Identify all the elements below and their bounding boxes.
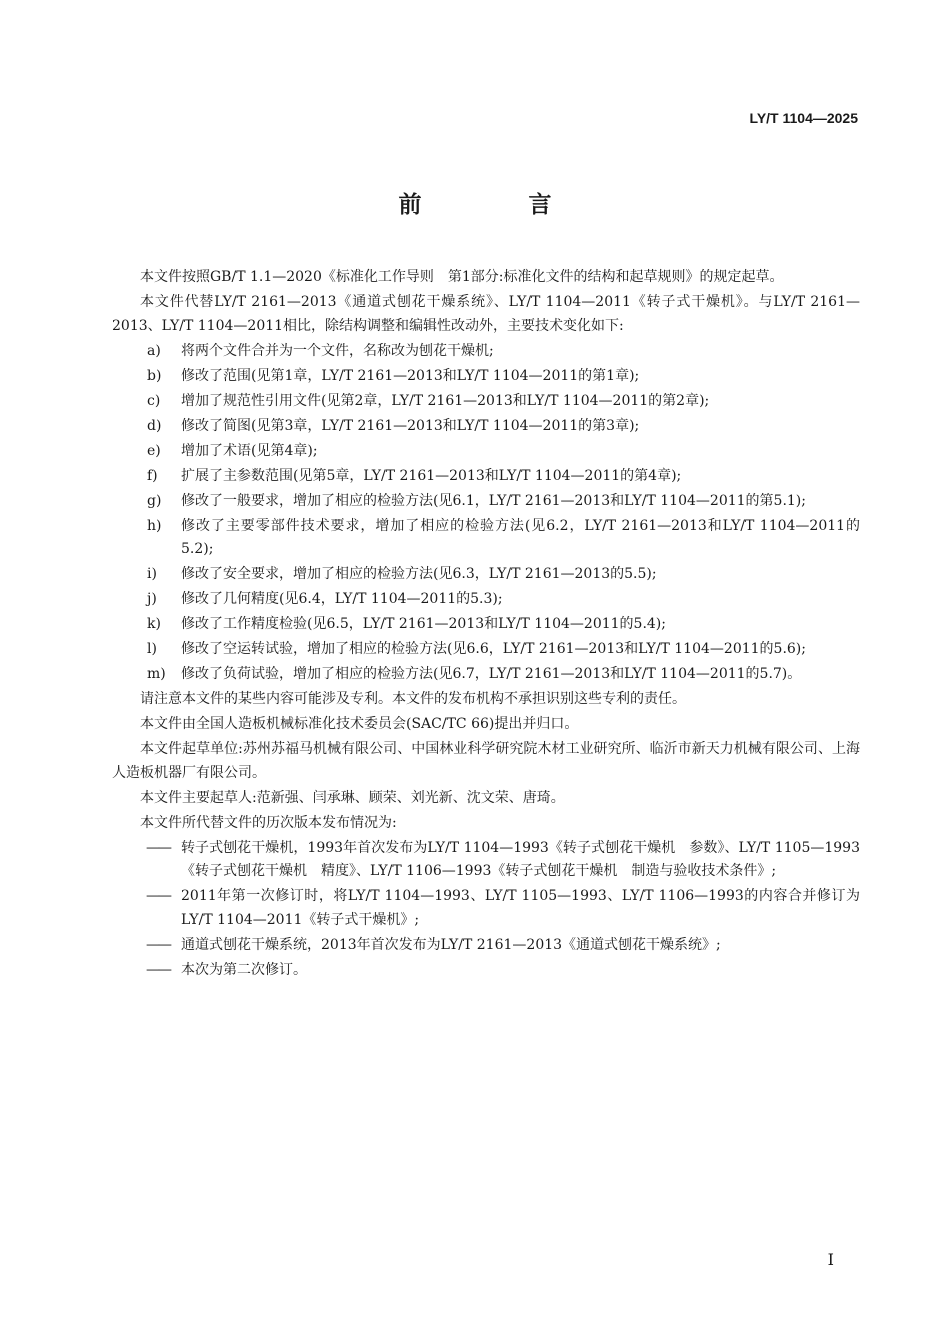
list-item-label: i) — [147, 566, 157, 582]
list-item — [112, 490, 860, 514]
list-item-label: a) — [147, 342, 161, 359]
list-item-label: k) — [147, 616, 161, 632]
history-list — [112, 837, 860, 983]
list-item-text: 修改了负荷试验，增加了相应的检验方法(见6.7，LY/T 2161—2013和LY/T 1104—2011的5.7)。 — [181, 666, 802, 682]
history-item-text: 通道式刨花干燥系统，2013年首次发布为LY/T 2161—2013《通道式刨花干燥系统》; — [181, 936, 721, 953]
list-item — [112, 415, 860, 439]
list-item-label: m) — [147, 666, 166, 682]
intro-paragraph: 本文件按照GB/T 1.1—2020《标准化工作导则 第1部分:标准化文件的结构和起草规则》的规定起草。 — [140, 269, 784, 285]
list-item-text: 修改了空运转试验，增加了相应的检验方法(见6.6，LY/T 2161—2013和LY/T 1104—2011的5.6); — [181, 641, 806, 657]
dash-marker: —— — [146, 888, 170, 904]
list-item-label: b) — [147, 367, 162, 384]
list-item-label: c) — [147, 392, 161, 409]
list-item-text: 扩展了主参数范围(见第5章，LY/T 2161—2013和LY/T 1104—2011的第4章); — [181, 467, 682, 484]
history-intro: 本文件所代替文件的历次版本发布情况为: — [140, 814, 397, 831]
history-item — [112, 934, 860, 958]
history-item-text: 本次为第二次修订。 — [181, 961, 307, 978]
list-item-text: 修改了范围(见第1章，LY/T 2161—2013和LY/T 1104—2011的第1章); — [181, 367, 640, 384]
drafting-units: 本文件起草单位:苏州苏福马机械有限公司、中国林业科学研究院木材工业研究所、临沂市新天力机械有限公司、上海人造板机器厂有限公司。 — [112, 741, 860, 781]
dash-marker: —— — [146, 961, 170, 978]
list-item-text: 增加了术语(见第4章); — [181, 442, 318, 459]
list-item — [112, 340, 860, 364]
list-item — [112, 465, 860, 489]
list-item — [112, 515, 860, 562]
list-item — [112, 663, 860, 687]
list-item — [112, 365, 860, 389]
document-body — [112, 266, 860, 984]
list-item-text: 修改了主要零部件技术要求，增加了相应的检验方法(见6.2，LY/T 2161—2013和LY/T 1104—2011的5.2); — [181, 517, 860, 557]
list-item-label: e) — [147, 442, 161, 459]
patent-notice: 请注意本文件的某些内容可能涉及专利。本文件的发布机构不承担识别这些专利的责任。 — [140, 691, 686, 707]
list-item — [112, 588, 860, 612]
list-item-label: d) — [147, 417, 162, 434]
intro-paragraph: 本文件代替LY/T 2161—2013《通道式刨花干燥系统》、LY/T 1104—2011《转子式干燥机》。与LY/T 2161—2013、LY/T 1104—2011相比，除结构调整和编辑性改动外，主要技术变化如下: — [112, 294, 860, 334]
history-item-text: 转子式刨花干燥机，1993年首次发布为LY/T 1104—1993《转子式刨花干燥机 参数》、LY/T 1105—1993《转子式刨花干燥机 精度》、LY/T 1106—1993《转子式刨花干燥机 制造与验收技术条件》; — [181, 839, 860, 879]
dash-marker: —— — [146, 839, 170, 856]
list-item — [112, 563, 860, 587]
change-list — [112, 340, 860, 687]
list-item-text: 增加了规范性引用文件(见第2章，LY/T 2161—2013和LY/T 1104—2011的第2章); — [181, 392, 710, 409]
history-item — [112, 837, 860, 884]
list-item-label: f) — [147, 467, 158, 484]
list-item-text: 修改了工作精度检验(见6.5，LY/T 2161—2013和LY/T 1104—2011的5.4); — [181, 616, 666, 632]
list-item-text: 修改了几何精度(见6.4，LY/T 1104—2011的5.3); — [181, 591, 503, 607]
history-item-text: 2011年第一次修订时，将LY/T 1104—1993、LY/T 1105—1993、LY/T 1106—1993的内容合并修订为LY/T 1104—2011《转子式干燥机》; — [181, 888, 860, 928]
standard-code: LY/T 1104—2025 — [749, 110, 858, 126]
proposer-paragraph: 本文件由全国人造板机械标准化技术委员会(SAC/TC 66)提出并归口。 — [140, 716, 579, 732]
list-item — [112, 390, 860, 414]
history-item — [112, 959, 860, 983]
list-item-label: g) — [147, 492, 162, 509]
dash-marker: —— — [146, 936, 170, 953]
list-item-label: h) — [147, 517, 162, 534]
drafters: 本文件主要起草人:范新强、闫承琳、顾荣、刘光新、沈文荣、唐琦。 — [140, 789, 565, 806]
list-item-label: l) — [147, 641, 157, 657]
list-item — [112, 440, 860, 464]
list-item-text: 修改了安全要求，增加了相应的检验方法(见6.3，LY/T 2161—2013的5.5); — [181, 566, 657, 582]
page-number: I — [827, 1250, 834, 1269]
list-item-text: 修改了一般要求，增加了相应的检验方法(见6.1，LY/T 2161—2013和LY/T 1104—2011的第5.1); — [181, 492, 806, 509]
list-item-text: 将两个文件合并为一个文件，名称改为刨花干燥机; — [181, 342, 494, 359]
history-item — [112, 885, 860, 932]
list-item-text: 修改了简图(见第3章，LY/T 2161—2013和LY/T 1104—2011的第3章); — [181, 417, 640, 434]
list-item — [112, 638, 860, 662]
list-item-label: j) — [147, 591, 157, 607]
list-item — [112, 613, 860, 637]
page-title: 前 言 — [398, 192, 594, 218]
